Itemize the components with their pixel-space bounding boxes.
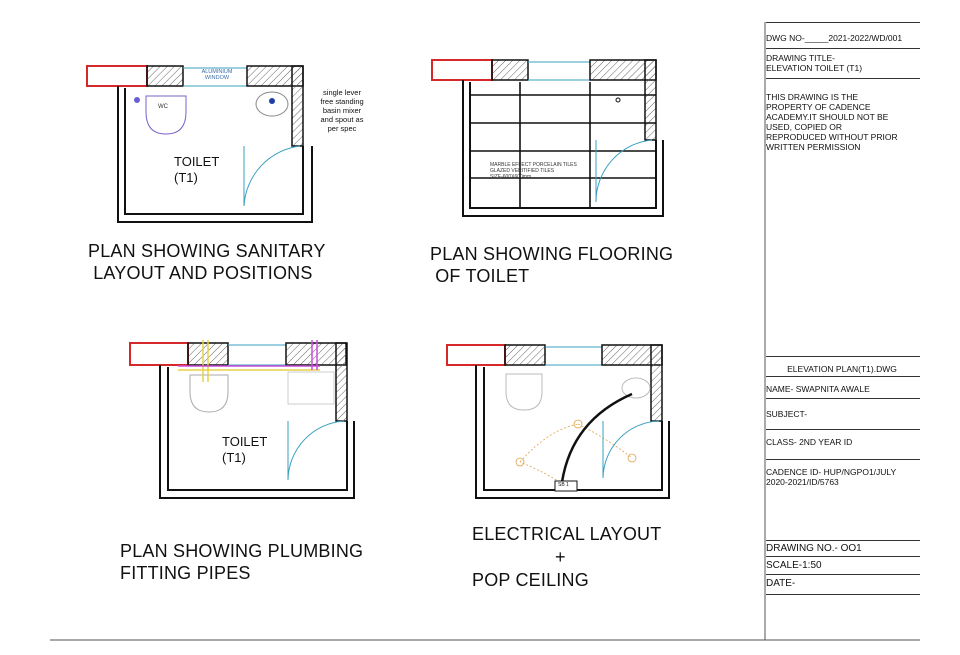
outer-wall xyxy=(463,80,663,216)
tb-line xyxy=(766,48,920,49)
sanitary-plan xyxy=(87,66,312,222)
tb-line xyxy=(766,22,920,23)
tb-line xyxy=(766,594,920,595)
inner-wall xyxy=(125,88,303,214)
outer-wall xyxy=(476,365,669,498)
basin-drain xyxy=(269,98,275,104)
date: DATE- xyxy=(766,578,796,589)
tb-line xyxy=(766,574,920,575)
property-note: THIS DRAWING IS THE PROPERTY OF CADENCE ACADEMY.IT SHOULD NOT BE USED, COPIED OR REPRODUCED WITHOUT PRIOR WRITTEN PERMISSION xyxy=(766,92,898,152)
caption-electrical-plus: + xyxy=(555,547,566,567)
electrical-plan xyxy=(447,345,669,498)
caption-electrical-2: POP CEILING xyxy=(472,570,589,590)
drawing-number: DRAWING NO.- OO1 xyxy=(766,543,862,554)
wall-pillar xyxy=(651,345,662,421)
wall-pillar xyxy=(292,66,303,146)
window-label: ALUMINIUM WINDOW xyxy=(201,69,233,81)
caption-electrical-1: ELECTRICAL LAYOUT xyxy=(472,524,662,544)
author-name: NAME- SWAPNITA AWALE xyxy=(766,384,870,394)
inner-wall xyxy=(470,82,656,208)
plumbing-plan xyxy=(130,340,354,498)
door-swing xyxy=(596,140,652,202)
flooring-plan xyxy=(432,60,663,216)
tap-marker xyxy=(134,97,140,103)
tile-note: MARBLE EFFECT PORCELAIN TILES GLAZED VERITIFIED TILES SIZE-600X600mm xyxy=(490,162,577,180)
tb-line xyxy=(766,356,920,357)
red-block xyxy=(130,343,188,365)
red-block xyxy=(87,66,147,86)
wc-fixture xyxy=(190,375,228,412)
dwg-number: DWG NO-_____2021-2022/WD/001 xyxy=(766,33,903,43)
red-block xyxy=(432,60,492,80)
file-name: ELEVATION PLAN(T1).DWG xyxy=(787,364,897,374)
tb-line xyxy=(766,429,920,430)
wall-pillar xyxy=(645,60,656,140)
wall-hatch-left xyxy=(147,66,183,86)
inner-wall xyxy=(168,367,347,490)
wc-label: WC xyxy=(158,104,168,110)
tb-line xyxy=(766,540,920,541)
wc-fixture xyxy=(146,96,186,134)
door-swing xyxy=(603,421,659,478)
tb-line xyxy=(766,398,920,399)
caption-sanitary: PLAN SHOWING SANITARY LAYOUT AND POSITIONS xyxy=(88,241,326,283)
switchboard-label: SB 1 xyxy=(558,482,569,488)
door-swing xyxy=(244,146,300,206)
scale: SCALE-1:50 xyxy=(766,560,822,571)
outer-wall xyxy=(160,365,354,498)
drawing-title: DRAWING TITLE- ELEVATION TOILET (T1) xyxy=(766,53,863,73)
tb-line xyxy=(766,78,920,79)
caption-plumbing: PLAN SHOWING PLUMBING FITTING PIPES xyxy=(120,541,364,583)
room-label: TOILET xyxy=(222,434,268,449)
main-wire xyxy=(562,394,632,482)
wall-hatch-left xyxy=(505,345,545,365)
wall-hatch-left xyxy=(492,60,528,80)
door-swing xyxy=(288,421,344,480)
room-label: TOILET xyxy=(174,154,220,169)
cadence-id: CADENCE ID- HUP/NGPO1/JULY 2020-2021/ID/5763 xyxy=(766,467,897,487)
tb-line xyxy=(766,556,920,557)
tb-line xyxy=(766,376,920,377)
tile-grid xyxy=(470,82,656,208)
caption-flooring: PLAN SHOWING FLOORING OF TOILET xyxy=(430,244,674,286)
wall-pillar xyxy=(336,343,347,421)
fixture-note: single lever free standing basin mixer and spout as per spec xyxy=(320,88,364,133)
red-block xyxy=(447,345,505,365)
basin-counter xyxy=(288,372,334,404)
floor-drain xyxy=(616,98,620,102)
room-code: (T1) xyxy=(174,170,198,185)
class: CLASS- 2ND YEAR ID xyxy=(766,437,853,447)
wc-fixture xyxy=(506,374,542,410)
subject: SUBJECT- xyxy=(766,409,808,419)
light-points xyxy=(516,420,636,482)
inner-wall xyxy=(484,367,662,490)
basin xyxy=(622,378,650,398)
tb-line xyxy=(766,459,920,460)
room-code: (T1) xyxy=(222,450,246,465)
